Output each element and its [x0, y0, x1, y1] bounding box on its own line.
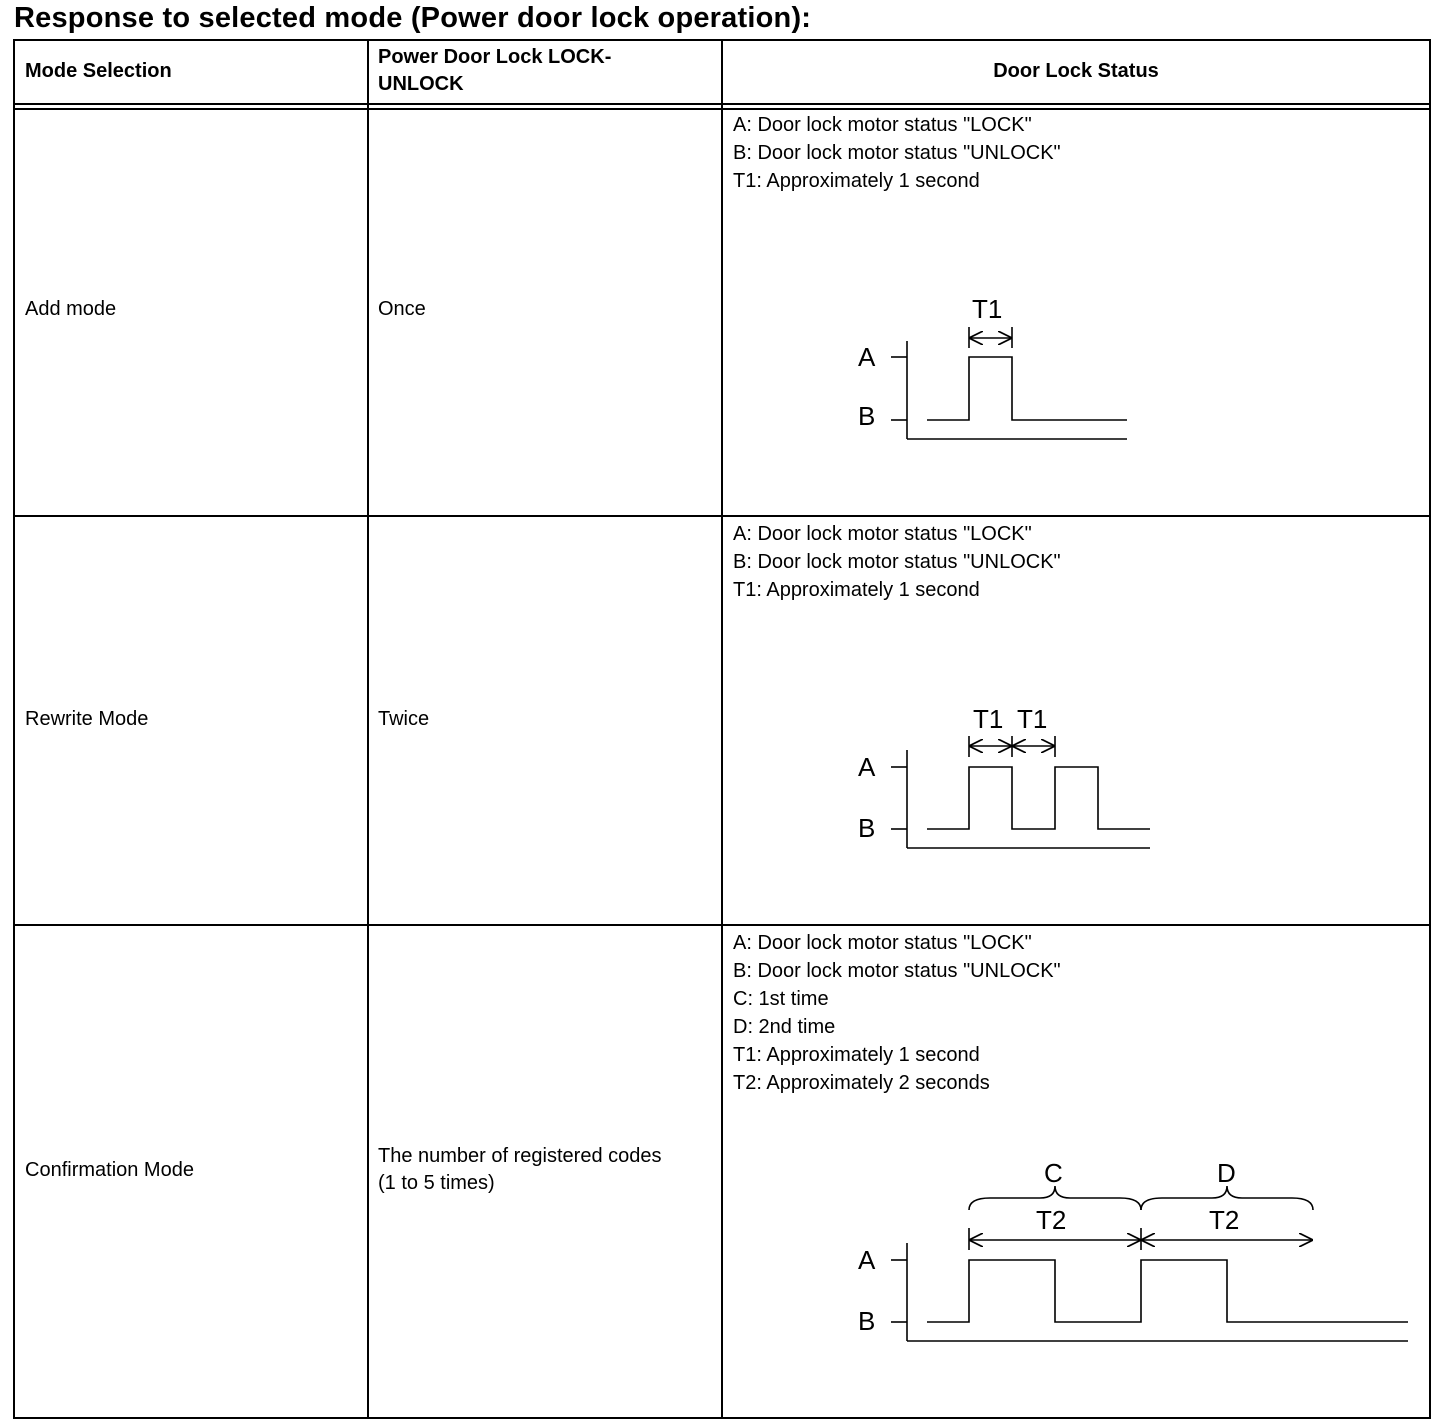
page-title: Response to selected mode (Power door lock operation): — [14, 2, 812, 34]
row-confirmation-mode-operation-line1: The number of registered codes — [378, 1145, 662, 1167]
row-add-mode-label: Add mode — [25, 298, 117, 320]
diagram-label-t1-second: T1 — [1017, 704, 1048, 734]
row-confirmation-mode-operation-line2: (1 to 5 times) — [378, 1172, 495, 1194]
header-power-door-lock-line2: UNLOCK — [378, 73, 464, 95]
legend-d: D: 2nd time — [733, 1016, 836, 1038]
legend-t2: T2: Approximately 2 seconds — [733, 1072, 990, 1094]
legend-a: A: Door lock motor status "LOCK" — [733, 932, 1032, 954]
legend-t1: T1: Approximately 1 second — [733, 579, 980, 601]
row-rewrite-mode-operation: Twice — [378, 708, 430, 730]
diagram-label-t2-first: T2 — [1036, 1205, 1067, 1235]
rewrite-mode-diagram-group — [891, 736, 1150, 848]
row-add-mode-operation: Once — [378, 298, 426, 320]
waveform — [927, 357, 1127, 420]
diagram-label-c: C — [1044, 1158, 1063, 1188]
diagram-label-a: A — [858, 342, 876, 372]
legend-b: B: Door lock motor status "UNLOCK" — [733, 960, 1061, 982]
row-rewrite-mode-label: Rewrite Mode — [25, 708, 149, 730]
row-confirmation-mode-label: Confirmation Mode — [25, 1159, 194, 1181]
legend-t1: T1: Approximately 1 second — [733, 170, 980, 192]
diagram-label-b: B — [858, 401, 876, 431]
diagram-label-b: B — [858, 1306, 876, 1336]
legend-a: A: Door lock motor status "LOCK" — [733, 114, 1032, 136]
header-door-lock-status: Door Lock Status — [993, 60, 1159, 82]
diagram-label-t2-second: T2 — [1209, 1205, 1240, 1235]
header-mode-selection: Mode Selection — [25, 60, 172, 82]
diagram-label-a: A — [858, 1245, 876, 1275]
legend-b: B: Door lock motor status "UNLOCK" — [733, 551, 1061, 573]
diagram-label-a: A — [858, 752, 876, 782]
legend-b: B: Door lock motor status "UNLOCK" — [733, 142, 1061, 164]
diagram-label-t1-first: T1 — [973, 704, 1004, 734]
legend-t1: T1: Approximately 1 second — [733, 1044, 980, 1066]
confirmation-mode-diagram-group — [891, 1186, 1408, 1341]
waveform — [927, 767, 1150, 829]
header-power-door-lock-line1: Power Door Lock LOCK- — [378, 46, 612, 68]
add-mode-diagram-group — [891, 327, 1127, 439]
legend-c: C: 1st time — [733, 988, 829, 1010]
diagram-label-d: D — [1217, 1158, 1236, 1188]
diagram-label-t1: T1 — [972, 294, 1003, 324]
legend-a: A: Door lock motor status "LOCK" — [733, 523, 1032, 545]
diagram-label-b: B — [858, 813, 876, 843]
waveform — [927, 1260, 1408, 1322]
